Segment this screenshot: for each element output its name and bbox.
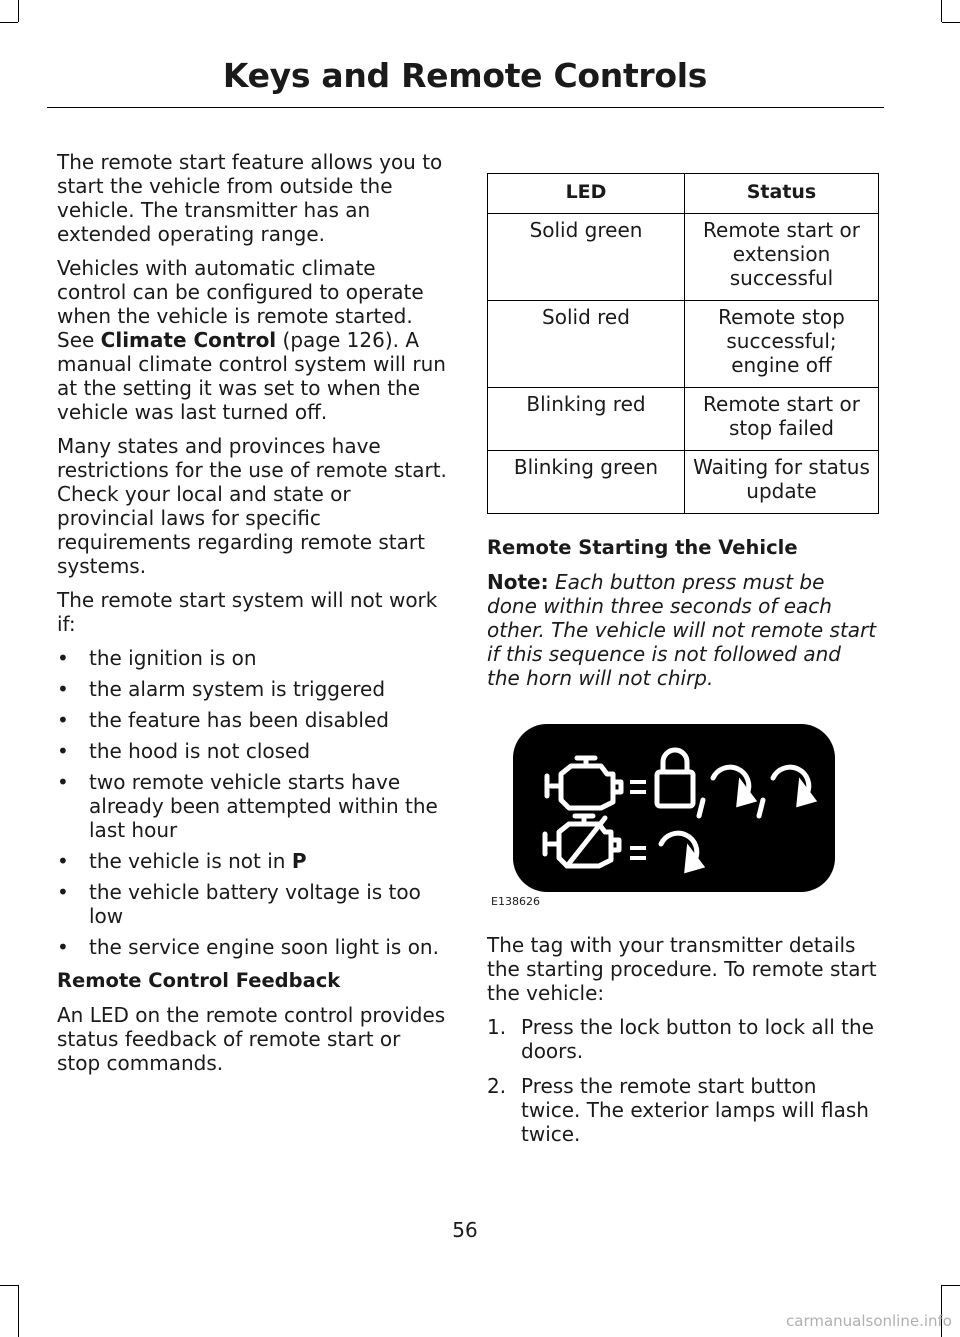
list-item: [57, 849, 449, 873]
list-item: [487, 1074, 879, 1146]
remote-start-tag-figure: [487, 714, 879, 894]
step-number: 1.: [487, 1015, 507, 1039]
right-column: [487, 173, 879, 1157]
status-cell: Waiting for status update: [685, 451, 879, 514]
led-cell: Blinking red: [488, 388, 685, 451]
crop-mark: [942, 22, 960, 23]
list-item-text: the vehicle is not in: [89, 849, 292, 873]
intro-paragraph: The remote start feature allows you to start the vehicle from outside the vehicle. The transmitter has an extended operating range.: [57, 150, 443, 246]
watermark: carmanualsonline.info: [786, 1312, 952, 1330]
step-number: 2.: [487, 1074, 507, 1098]
list-item: • the service engine soon light is on.: [57, 935, 449, 959]
climate-text-after: (page 126). A manual climate control system will run at the setting it was set to when the vehicle was last turned off.: [57, 328, 446, 424]
status-cell: Remote stop successful; engine off: [685, 301, 879, 388]
conditions-list: [57, 646, 449, 959]
led-cell: Blinking green: [488, 451, 685, 514]
header-divider: [47, 107, 884, 108]
remote-start-illustration: [487, 714, 879, 909]
led-status-table: [487, 173, 879, 514]
table-row: [488, 388, 879, 451]
feedback-paragraph: An LED on the remote control provides status feedback of remote start or stop commands.: [57, 1003, 446, 1075]
crop-mark: [0, 1285, 18, 1286]
conditions-intro: The remote start system will not work if:: [57, 588, 438, 636]
page-number: 56: [452, 1218, 478, 1242]
note-text: Each button press must be done within three seconds of each other. The vehicle will not remote start if this sequence is not followed and the horn will not chirp.: [487, 570, 877, 690]
note-label: Note:: [487, 570, 549, 594]
step-text: Press the remote start button twice. The exterior lamps will flash twice.: [521, 1074, 869, 1146]
step-text: Press the lock button to lock all the doors.: [521, 1015, 874, 1063]
restrictions-paragraph: Many states and provinces have restrictions for the use of remote start. Check your local and state or provincial laws for specific requirements regarding remote start systems.: [57, 434, 447, 578]
section-heading: Remote Starting the Vehicle: [487, 536, 798, 559]
list-item: • the hood is not closed: [57, 739, 449, 763]
climate-text-before: Vehicles with automatic climate control can be configured to operate when the vehicle is remote started. See: [57, 256, 424, 352]
crop-mark: [941, 0, 942, 22]
led-cell: Solid green: [488, 214, 685, 301]
left-column: [57, 150, 449, 1085]
led-cell: Solid red: [488, 301, 685, 388]
list-item: • the feature has been disabled: [57, 708, 449, 732]
table-row: [488, 214, 879, 301]
list-item: • the ignition is on: [57, 646, 449, 670]
table-row: [488, 451, 879, 514]
status-cell: Remote start or extension successful: [685, 214, 879, 301]
crop-mark: [942, 1285, 960, 1286]
list-item: • the alarm system is triggered: [57, 677, 449, 701]
status-cell: Remote start or stop failed: [685, 388, 879, 451]
list-item: • two remote vehicle starts have already been attempted within the last hour: [57, 770, 449, 842]
page-title: Keys and Remote Controls: [222, 56, 708, 95]
crop-mark: [0, 22, 18, 23]
table-header-row: [488, 174, 879, 214]
climate-control-link[interactable]: Climate Control: [100, 328, 277, 352]
column-header-led: LED: [488, 174, 685, 214]
section-heading: Remote Control Feedback: [57, 969, 341, 992]
note-paragraph: [487, 570, 879, 690]
park-gear-label: P: [291, 849, 307, 873]
procedure-intro: The tag with your transmitter details the starting procedure. To remote start the vehicle:: [487, 933, 877, 1005]
climate-paragraph: [57, 256, 449, 424]
figure-code: E138626: [491, 895, 540, 908]
crop-mark: [18, 1285, 19, 1337]
steps-list: [487, 1015, 879, 1146]
column-header-status: Status: [685, 174, 879, 214]
crop-mark: [18, 0, 19, 22]
table-row: [488, 301, 879, 388]
list-item: [487, 1015, 879, 1063]
list-item: • the vehicle battery voltage is too low: [57, 880, 449, 928]
